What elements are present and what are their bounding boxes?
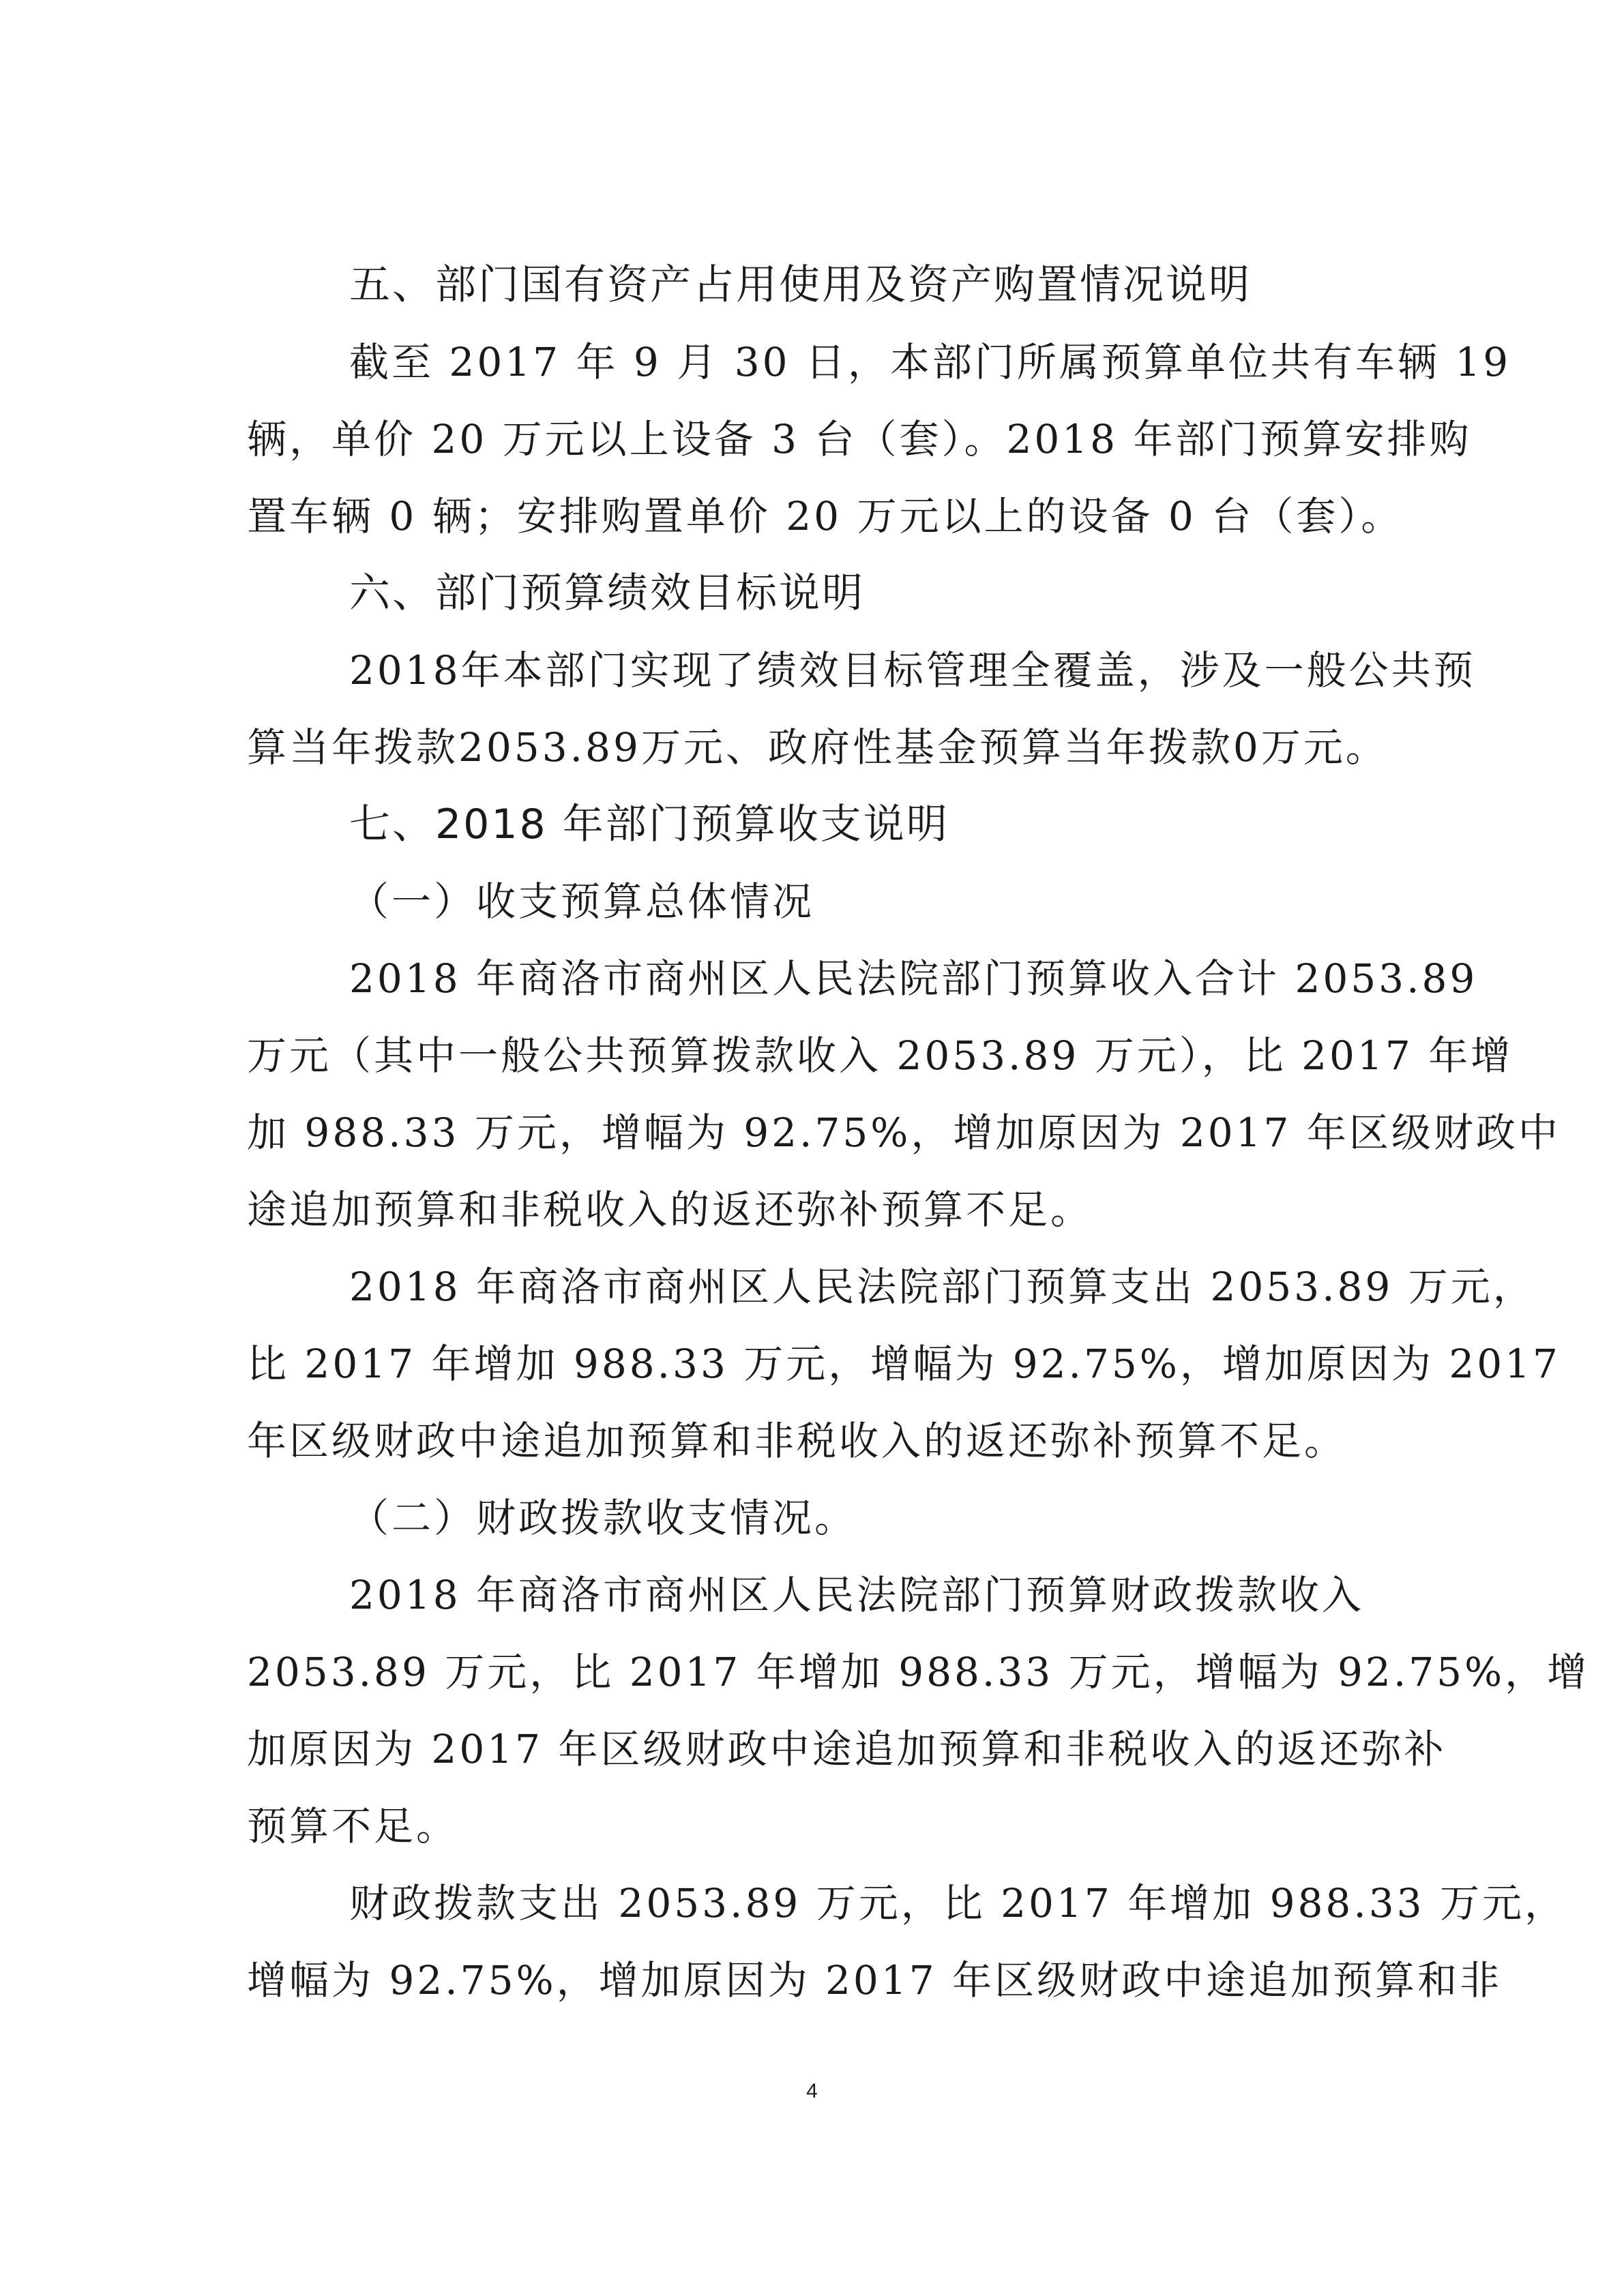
- paragraph-line: 2053.89 万元，比 2017 年增加 988.33 万元，增幅为 92.75%，增: [247, 1649, 1590, 1695]
- paragraph-line: 预算不足。: [247, 1803, 459, 1849]
- paragraph-line: 年区级财政中途追加预算和非税收入的返还弥补预算不足。: [247, 1418, 1347, 1464]
- paragraph-line: 万元（其中一般公共预算拨款收入 2053.89 万元），比 2017 年增: [247, 1032, 1514, 1079]
- paragraph-line: 2018 年商洛市商州区人民法院部门预算财政拨款收入: [349, 1572, 1365, 1618]
- paragraph-line: 途追加预算和非税收入的返还弥补预算不足。: [247, 1187, 1093, 1233]
- paragraph-line: 2018 年商洛市商州区人民法院部门预算支出 2053.89 万元，: [349, 1264, 1535, 1310]
- page-number: 4: [806, 2080, 818, 2102]
- paragraph-line: 辆，单价 20 万元以上设备 3 台（套）。2018 年部门预算安排购: [247, 416, 1472, 462]
- paragraph-line: 2018 年商洛市商州区人民法院部门预算收入合计 2053.89: [349, 955, 1478, 1002]
- section-heading-7: 七、2018 年部门预算收支说明: [349, 801, 949, 848]
- paragraph-line: 加原因为 2017 年区级财政中途追加预算和非税收入的返还弥补: [247, 1726, 1447, 1772]
- paragraph-line: 比 2017 年增加 988.33 万元，增幅为 92.75%，增加原因为 2017: [247, 1341, 1561, 1387]
- paragraph-line: 增幅为 92.75%，增加原因为 2017 年区级财政中途追加预算和非: [247, 1957, 1503, 2003]
- paragraph-line: 算当年拨款2053.89万元、政府性基金预算当年拨款0万元。: [247, 724, 1388, 771]
- paragraph-line: 财政拨款支出 2053.89 万元，比 2017 年增加 988.33 万元，: [349, 1880, 1567, 1926]
- section-heading-5: 五、部门国有资产占用使用及资产购置情况说明: [349, 261, 1252, 309]
- paragraph-line: 2018年本部门实现了绩效目标管理全覆盖，涉及一般公共预: [349, 647, 1476, 694]
- subsection-heading-2: （二）财政拨款收支情况。: [349, 1495, 857, 1541]
- paragraph-line: 截至 2017 年 9 月 30 日，本部门所属预算单位共有车辆 19: [349, 339, 1511, 385]
- document-body: [247, 247, 1590, 2019]
- section-heading-6: 六、部门预算绩效目标说明: [349, 569, 865, 617]
- paragraph-line: 加 988.33 万元，增幅为 92.75%，增加原因为 2017 年区级财政中: [247, 1109, 1561, 1156]
- subsection-heading-1: （一）收支预算总体情况: [349, 878, 815, 925]
- paragraph-line: 置车辆 0 辆；安排购置单价 20 万元以上的设备 0 台（套）。: [247, 493, 1404, 539]
